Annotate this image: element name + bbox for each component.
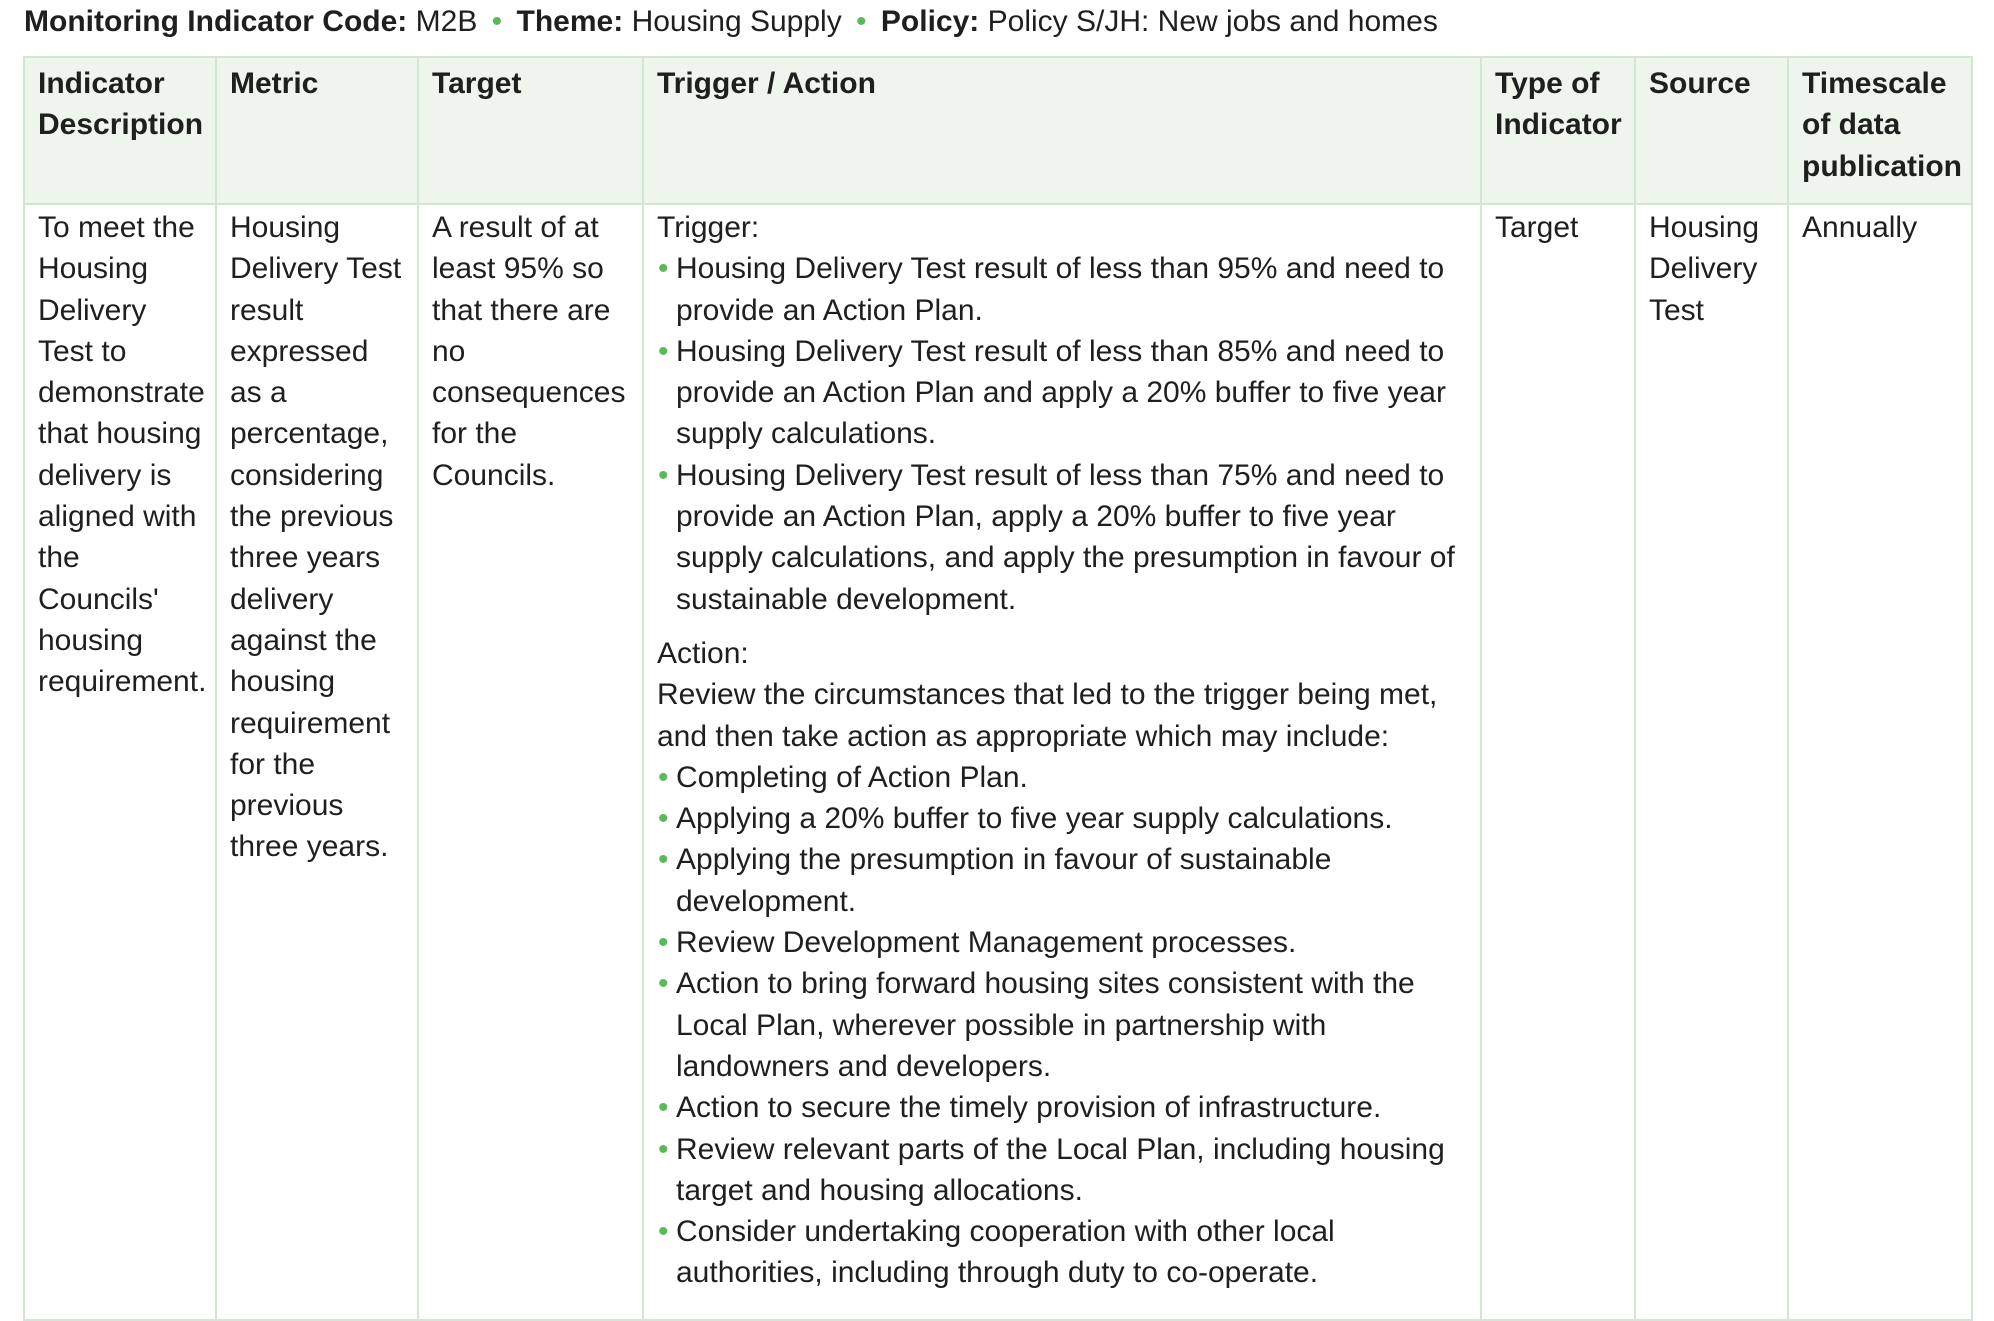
indicator-meta-line [24,2,1438,42]
trigger-label: Trigger: [657,211,760,244]
separator-dot: • [491,5,503,38]
bullet-icon: • [658,926,669,960]
list-item [657,248,1467,331]
bullet-icon: • [658,802,669,836]
cell-source: Housing Delivery Test [1635,204,1788,1320]
action-item-text: Action to bring forward housing sites consistent with the Local Plan, wherever possible in partnership with landowners and developers. [676,967,1415,1083]
cell-metric: Housing Delivery Test result expressed as a percentage, considering the previous three years delivery against the housing requirement for the previous three years. [216,204,418,1320]
header-trigger-action: Trigger / Action [643,57,1481,204]
code-label: Monitoring Indicator Code: [24,5,408,38]
header-target: Target [418,57,643,204]
header-type-of-indicator: Type of Indicator [1481,57,1635,204]
trigger-item-text: Housing Delivery Test result of less than 95% and need to provide an Action Plan. [676,252,1445,327]
action-label: Action: [657,636,749,670]
list-item [657,757,1467,798]
bullet-icon: • [658,458,669,492]
trigger-list [657,248,1467,620]
theme-value: Housing Supply [631,5,842,38]
action-item-text: Action to secure the timely provision of infrastructure. [676,1091,1382,1125]
list-item [657,922,1467,963]
action-item-text: Applying the presumption in favour of sustainable development. [676,843,1332,918]
action-item-text: Applying a 20% buffer to five year supply calculations. [676,802,1393,836]
header-source: Source [1635,57,1788,204]
action-intro: Review the circumstances that led to the trigger being met, and then take action as appropriate which may include: [657,678,1438,753]
cell-type-of-indicator: Target [1481,204,1635,1320]
code-value: M2B [415,5,478,38]
action-item-text: Review relevant parts of the Local Plan, including housing target and housing allocations. [676,1132,1445,1207]
spacer [657,620,1467,633]
cell-timescale: Annually [1788,204,1972,1320]
header-timescale: Timescale of data publication [1788,57,1972,204]
header-indicator-description: Indicator Description [24,57,216,204]
list-item [657,1087,1467,1128]
table-row [24,204,1972,1320]
list-item [657,455,1467,620]
action-list [657,757,1467,1294]
bullet-icon: • [658,1132,669,1166]
bullet-icon: • [658,967,669,1001]
list-item [657,839,1467,922]
list-item [657,798,1467,839]
cell-trigger-action [643,204,1481,1320]
list-item [657,1129,1467,1212]
theme-label: Theme: [516,5,624,38]
list-item [657,331,1467,455]
bullet-icon: • [658,1215,669,1249]
list-item [657,1211,1467,1294]
trigger-item-text: Housing Delivery Test result of less than 75% and need to provide an Action Plan, apply a 20% buffer to five year supply calculations, and apply the presumption in favour of sustainable development. [676,458,1455,616]
list-item [657,963,1467,1087]
policy-label: Policy: [880,5,980,38]
separator-dot: • [856,5,867,38]
action-item-text: Review Development Management processes. [676,926,1297,960]
header-metric: Metric [216,57,418,204]
action-item-text: Completing of Action Plan. [676,760,1028,794]
bullet-icon: • [658,843,669,877]
trigger-item-text: Housing Delivery Test result of less than 85% and need to provide an Action Plan and apply a 20% buffer to five year supply calculations. [676,334,1446,451]
bullet-icon: • [658,252,669,286]
action-item-text: Consider undertaking cooperation with other local authorities, including through duty to co-operate. [676,1215,1335,1290]
bullet-icon: • [658,1091,669,1125]
policy-value: Policy S/JH: New jobs and homes [987,5,1438,38]
cell-indicator-description: To meet the Housing Delivery Test to demonstrate that housing delivery is aligned with the Councils' housing requirement. [24,204,216,1320]
bullet-icon: • [658,334,669,368]
bullet-icon: • [658,760,669,794]
indicator-table [23,56,1973,1321]
table-header-row [24,57,1972,204]
cell-target: A result of at least 95% so that there are no consequences for the Councils. [418,204,643,1320]
